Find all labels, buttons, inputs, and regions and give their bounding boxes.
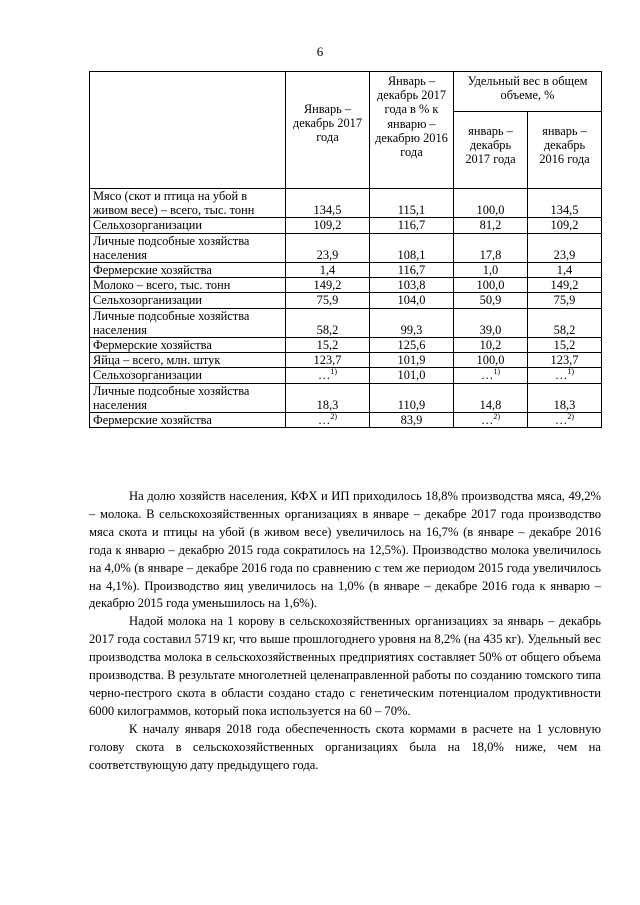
- cell-value: 10,2: [454, 338, 528, 353]
- cell-text: …: [317, 413, 331, 428]
- cell-value: 108,1: [370, 233, 454, 262]
- row-label: Сельхозорганизации: [90, 368, 286, 383]
- cell-value: [286, 413, 370, 428]
- table-row: [90, 338, 602, 353]
- paragraph: На долю хозяйств населения, КФХ и ИП приходилось 18,8% производства мяса, 49,2% – молока. В сельскохозяйственных организациях в январе – декабре 2017 года производство мяса скота и птицы на убой (в живом весе) увеличилось на 16,7% (в январе – декабре 2016 года к январю – декабрю 2015 года сократилось на 12,5%). Производство молока увеличилось на 4,0% (в январе – декабре 2016 года по сравнению с тем же периодом 2015 года увеличилось на 4,1%). Производство яиц увеличилось на 1,0% (в январе – декабре 2016 года к январю – декабрю 2015 года уменьшилось на 1,6%).: [89, 489, 601, 611]
- cell-value: [454, 413, 528, 428]
- cell-value: 123,7: [528, 353, 602, 368]
- cell-text: …: [554, 368, 568, 383]
- cell-value: 149,2: [286, 278, 370, 293]
- row-label: Сельхозорганизации: [90, 293, 286, 308]
- cell-value: 100,0: [454, 189, 528, 218]
- header-percent-change: Январь – декабрь 2017 года в % к январю – декабрю 2016 года: [370, 72, 454, 189]
- cell-value: 15,2: [286, 338, 370, 353]
- cell-value: 23,9: [528, 233, 602, 262]
- cell-value: 58,2: [528, 308, 602, 337]
- cell-value: 123,7: [286, 353, 370, 368]
- row-label: Яйца – всего, млн. штук: [90, 353, 286, 368]
- row-label: Фермерские хозяйства: [90, 413, 286, 428]
- row-label: Мясо (скот и птица на убой в живом весе) – всего, тыс. тонн: [90, 189, 286, 218]
- cell-value: 58,2: [286, 308, 370, 337]
- table-row: [90, 413, 602, 428]
- table-row: [90, 308, 602, 337]
- cell-value: 18,3: [286, 383, 370, 412]
- cell-value: 149,2: [528, 278, 602, 293]
- cell-value: 134,5: [528, 189, 602, 218]
- row-label: Молоко – всего, тыс. тонн: [90, 278, 286, 293]
- paragraph: Надой молока на 1 корову в сельскохозяйственных организациях за январь – декабрь 2017 года составил 5719 кг, что выше прошлогоднего уровня на 8,2% (на 435 кг). Удельный вес производства молока в сельскохозяйственных предприятиях составляет 50% от общего объема производства. В результате многолетней целенаправленной работы по созданию томского типа черно-пестрого скота в области создано стадо с генетическим потенциалом продуктивности 6000 килограммов, который пока используется на 60 – 70%.: [89, 614, 601, 718]
- table-row: [90, 293, 602, 308]
- paragraph: К началу января 2018 года обеспеченность скота кормами в расчете на 1 условную голову скота в сельскохозяйственных организациях была на 18,0% ниже, чем на соответствующую дату предыдущего года.: [89, 721, 601, 772]
- cell-value: [286, 368, 370, 383]
- cell-value: 1,4: [528, 263, 602, 278]
- row-label: Сельхозорганизации: [90, 218, 286, 233]
- row-label: Личные подсобные хозяйства населения: [90, 383, 286, 412]
- cell-value: 15,2: [528, 338, 602, 353]
- row-label: Фермерские хозяйства: [90, 338, 286, 353]
- cell-value: 18,3: [528, 383, 602, 412]
- table-row: [90, 278, 602, 293]
- cell-value: [528, 368, 602, 383]
- cell-value: 17,8: [454, 233, 528, 262]
- table-row: [90, 233, 602, 262]
- row-label: Личные подсобные хозяйства населения: [90, 308, 286, 337]
- cell-value: 39,0: [454, 308, 528, 337]
- footnote-mark: 1): [493, 367, 501, 377]
- cell-value: 23,9: [286, 233, 370, 262]
- footnote-mark: 1): [567, 367, 575, 377]
- cell-value: 116,7: [370, 218, 454, 233]
- header-period-2017: Январь – декабрь 2017 года: [286, 72, 370, 189]
- cell-value: 110,9: [370, 383, 454, 412]
- cell-value: 109,2: [286, 218, 370, 233]
- cell-value: 75,9: [528, 293, 602, 308]
- cell-value: 83,9: [370, 413, 454, 428]
- production-table: [89, 71, 602, 428]
- table-row: [90, 383, 602, 412]
- page-number: 6: [316, 44, 324, 59]
- header-share-2016: январь – декабрь 2016 года: [528, 112, 602, 189]
- cell-value: 125,6: [370, 338, 454, 353]
- cell-value: 134,5: [286, 189, 370, 218]
- header-share-2017: январь – декабрь 2017 года: [454, 112, 528, 189]
- body-text: [89, 488, 601, 775]
- cell-text: …: [554, 413, 568, 428]
- cell-value: 99,3: [370, 308, 454, 337]
- table-row: [90, 189, 602, 218]
- table-row: [90, 218, 602, 233]
- row-label: Личные подсобные хозяйства населения: [90, 233, 286, 262]
- cell-value: 1,0: [454, 263, 528, 278]
- cell-value: 109,2: [528, 218, 602, 233]
- cell-value: 101,9: [370, 353, 454, 368]
- cell-value: 100,0: [454, 353, 528, 368]
- cell-text: …: [480, 368, 494, 383]
- table-row: [90, 263, 602, 278]
- footnote-mark: 2): [330, 412, 338, 422]
- table-row: [90, 368, 602, 383]
- table-row: [90, 353, 602, 368]
- cell-value: 116,7: [370, 263, 454, 278]
- cell-value: 103,8: [370, 278, 454, 293]
- cell-value: 104,0: [370, 293, 454, 308]
- cell-value: 81,2: [454, 218, 528, 233]
- header-empty-cell: [90, 72, 286, 189]
- cell-value: 101,0: [370, 368, 454, 383]
- footnote-mark: 1): [330, 367, 338, 377]
- cell-value: 100,0: [454, 278, 528, 293]
- header-share-group: Удельный вес в общем объеме, %: [454, 72, 602, 112]
- cell-text: …: [317, 368, 331, 383]
- cell-value: 50,9: [454, 293, 528, 308]
- footnote-mark: 2): [567, 412, 575, 422]
- cell-value: 14,8: [454, 383, 528, 412]
- cell-value: [528, 413, 602, 428]
- footnote-mark: 2): [493, 412, 501, 422]
- cell-value: 75,9: [286, 293, 370, 308]
- cell-value: [454, 368, 528, 383]
- cell-value: 1,4: [286, 263, 370, 278]
- row-label: Фермерские хозяйства: [90, 263, 286, 278]
- cell-value: 115,1: [370, 189, 454, 218]
- cell-text: …: [480, 413, 494, 428]
